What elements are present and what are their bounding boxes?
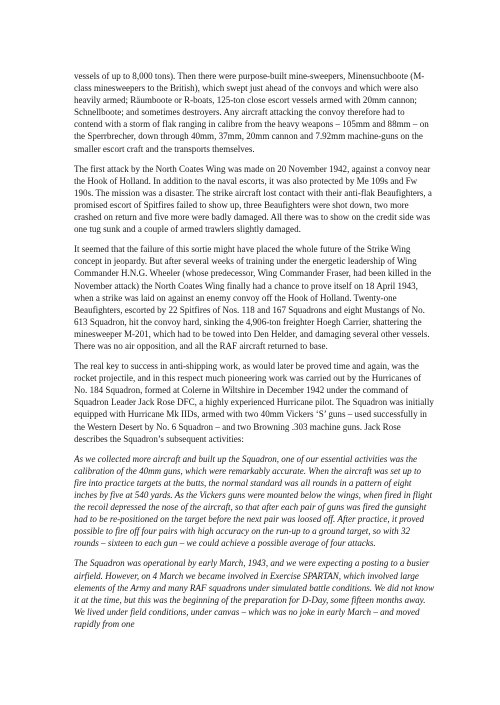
quote-paragraph: The Squadron was operational by early March, 1943, and we were expecting a posting to a busier airfield. However, on 4 March we became involved in Exercise SPARTAN, which involved large elements of the Army and many RAF squadrons under simulated battle conditions. We did not know it at the time, but this was the beginning of the preparation for D-Day, some fifteen months away. We lived under field conditions, under canvas – which was no joke in early March – and moved rapidly from one: [74, 558, 434, 629]
body-paragraph: vessels of up to 8,000 tons). Then there were purpose-built mine-sweepers, Minensuchboote (M-class minesweepers to the British), which swept just ahead of the convoys and which were also heavily armed; Räumboote or R-boats, 125-ton close escort vessels armed with 20mm cannon; Schnellboote; and sometimes destroyers. Any aircraft attacking the convoy therefore had to contend with a storm of flak ranging in calibre from the heavy weapons – 105mm and 88mm – on the Sperrbrecher, down through 40mm, 37mm, 20mm cannon and 7.92mm machine-guns on the smaller escort craft and the transports themselves.: [74, 71, 429, 154]
quote-paragraph: As we collected more aircraft and built up the Squadron, one of our essential activities was the calibration of the 40mm guns, which were remarkably accurate. When the aircraft was set up to fire into practice targets at the butts, the normal standard was all rounds in a pattern of eight inches by five at 540 yards. As the Vickers guns were mounted below the wings, when fired in flight the recoil depressed the nose of the aircraft, so that after each pair of guns was fired the gunsight had to be re-positioned on the target before the next pair was loosed off. After practice, it proved possible to fire off four pairs with high accuracy on the run-up to a ground target, so with 32 rounds – sixteen to each gun – we could achieve a possible average of four attacks.: [74, 453, 432, 549]
body-paragraph: The real key to success in anti-shipping work, as would later be proved time and again, was the rocket projectile, and in this respect much pioneering work was carried out by the Hurricanes of No. 184 Squadron, formed at Colerne in Wiltshire in December 1942 under the command of Squadron Leader Jack Rose DFC, a highly experienced Hurricane pilot. The Squadron was initially equipped with Hurricane Mk IIDs, armed with two 40mm Vickers ‘S’ guns – used successfully in the Western Desert by No. 6 Squadron – and two Browning .303 machine guns. Jack Rose describes the Squadron’s subsequent activities:: [74, 361, 434, 444]
body-paragraph: The first attack by the North Coates Wing was made on 20 November 1942, against a convoy near the Hook of Holland. In addition to the naval escorts, it was also protected by Me 109s and Fw 190s. The mission was a disaster. The strike aircraft lost contact with their anti-flak Beaufighters, a promised escort of Spitfires failed to show up, three Beaufighters were shot down, two more crashed on return and five more were badly damaged. All there was to show on the credit side was one tug sunk and a couple of armed trawlers slightly damaged.: [74, 163, 432, 235]
body-paragraph: It seemed that the failure of this sortie might have placed the whole future of the Strike Wing concept in jeopardy. But after several weeks of training under the energetic leadership of Wing Commander H.N.G. Wheeler (whose predecessor, Wing Commander Fraser, had been killed in the November attack) the North Coates Wing finally had a chance to prove itself on 18 April 1943, when a strike was laid on against an enemy convoy off the Hook of Holland. Twenty-one Beaufighters, escorted by 22 Spitfires of Nos. 118 and 167 Squadrons and eight Mustangs of No. 613 Squadron, hit the convoy hard, sinking the 4,906-ton freighter Hoegh Carrier, shattering the minesweeper M-201, which had to be towed into Den Helder, and damaging several other vessels. There was no air opposition, and all the RAF aircraft returned to base.: [74, 244, 432, 351]
document-page: [74, 70, 434, 690]
